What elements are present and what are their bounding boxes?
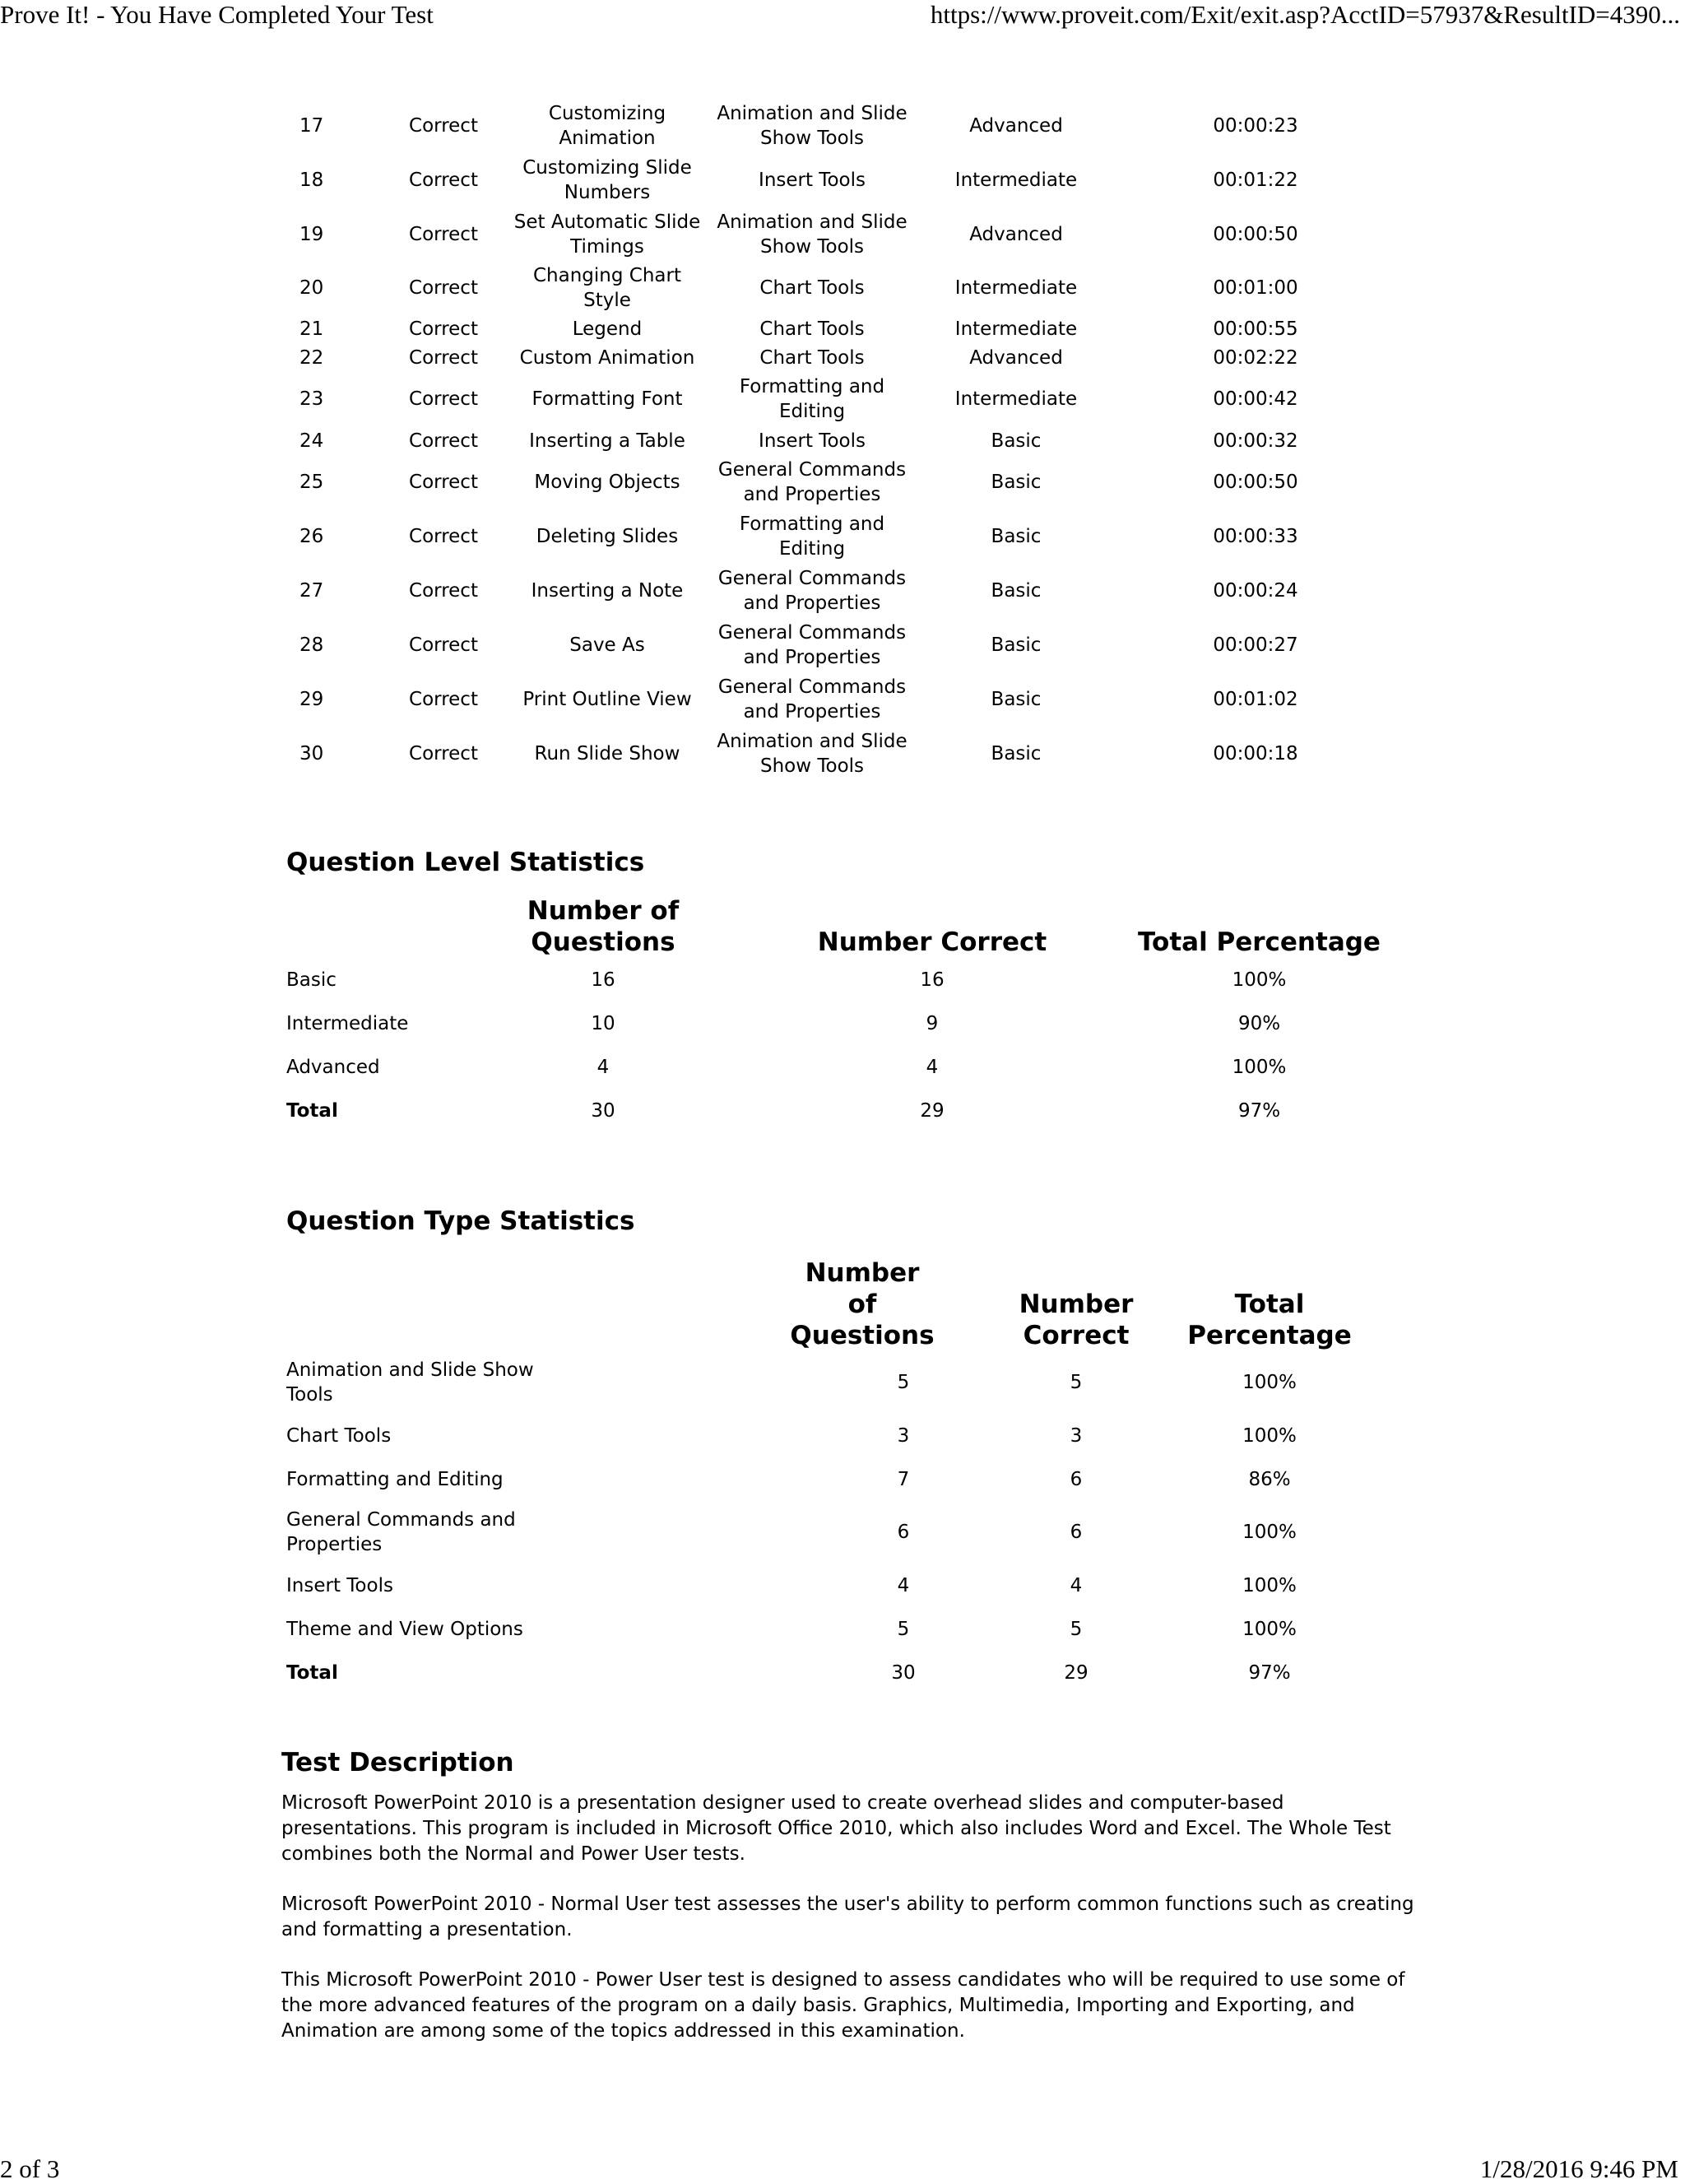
stat-percentage: 100% <box>1242 1424 1297 1447</box>
print-header <box>0 0 1685 33</box>
stat-percentage: 100% <box>1242 1618 1297 1640</box>
type-stats-header: Number of Questions <box>790 1258 935 1350</box>
table-row <box>275 314 1394 343</box>
question-category: Animation and Slide Show Tools <box>717 211 907 258</box>
type-stats-row <box>286 1564 1389 1607</box>
table-row <box>275 455 1394 509</box>
question-level: Intermediate <box>954 388 1078 410</box>
question-time: 00:01:22 <box>1213 170 1298 191</box>
stat-label: Intermediate <box>286 1012 409 1034</box>
level-stats-header: Number Correct <box>817 927 1047 957</box>
type-stats-row <box>286 1651 1389 1694</box>
page-number: 2 of 3 <box>0 2154 60 2183</box>
level-stats-header: Number of Questions <box>527 896 680 957</box>
stat-count: 3 <box>897 1424 910 1447</box>
question-level: Basic <box>991 634 1042 656</box>
question-category: Animation and Slide Show Tools <box>717 103 907 149</box>
print-footer <box>0 2154 1685 2181</box>
table-row <box>275 509 1394 564</box>
question-number: 27 <box>299 580 324 602</box>
stat-correct: 29 <box>920 1099 945 1122</box>
question-result: Correct <box>409 115 478 137</box>
question-topic: Inserting a Note <box>531 580 684 602</box>
stat-label: Animation and Slide Show Tools <box>286 1359 534 1406</box>
question-category: General Commands and Properties <box>717 459 907 505</box>
question-time: 00:00:50 <box>1213 472 1298 493</box>
stat-correct: 6 <box>1070 1522 1083 1543</box>
stat-percentage: 97% <box>1237 1099 1281 1122</box>
question-time: 00:00:18 <box>1213 743 1298 764</box>
question-topic: Customizing Slide Numbers <box>522 157 692 203</box>
table-row <box>275 372 1394 426</box>
type-stats-header <box>286 1257 615 1351</box>
description-paragraph: Microsoft PowerPoint 2010 - Normal User test assesses the user's ability to perform common functions such as creating and formatting a presentation. <box>281 1894 1414 1940</box>
question-number: 23 <box>299 388 324 410</box>
question-topic: Moving Objects <box>534 472 680 493</box>
description-paragraph: Microsoft PowerPoint 2010 is a presentation designer used to create overhead slides and computer-based presentations. This program is included in Microsoft Office 2010, which also includes Word and Excel. The Whole Test combines both the Normal and Power User tests. <box>281 1792 1391 1865</box>
page-title: Prove It! - You Have Completed Your Test <box>0 0 434 29</box>
level-stats-header: Total Percentage <box>1138 927 1381 957</box>
stat-percentage: 100% <box>1242 1574 1297 1596</box>
question-category: Chart Tools <box>759 318 865 340</box>
question-time: 00:00:42 <box>1213 388 1298 410</box>
test-description <box>281 1791 1417 2069</box>
stat-count: 6 <box>897 1522 910 1543</box>
question-time: 00:00:55 <box>1213 318 1298 340</box>
question-number: 17 <box>299 115 324 137</box>
question-category: General Commands and Properties <box>717 568 907 614</box>
question-level: Basic <box>991 689 1042 710</box>
question-time: 00:01:02 <box>1213 689 1298 710</box>
print-datetime: 1/28/2016 9:46 PM <box>1479 2154 1678 2183</box>
table-row <box>275 618 1394 672</box>
question-category: Formatting and Editing <box>739 513 885 560</box>
stat-correct: 9 <box>926 1012 939 1034</box>
question-topic: Customizing Animation <box>548 103 666 149</box>
question-result: Correct <box>409 743 478 764</box>
stat-count: 10 <box>591 1012 615 1034</box>
question-time: 00:00:23 <box>1213 115 1298 137</box>
question-topic: Inserting a Table <box>529 430 685 452</box>
table-row <box>275 153 1394 207</box>
question-level: Advanced <box>969 346 1063 369</box>
question-level: Intermediate <box>954 170 1078 191</box>
stat-label: Advanced <box>286 1056 380 1078</box>
stat-percentage: 90% <box>1237 1012 1281 1034</box>
question-result: Correct <box>409 580 478 602</box>
question-result: Correct <box>409 346 478 369</box>
question-number: 24 <box>299 430 324 452</box>
question-level: Basic <box>991 526 1042 547</box>
question-number: 26 <box>299 526 324 547</box>
stat-percentage: 86% <box>1248 1468 1291 1490</box>
question-number: 19 <box>299 224 324 245</box>
question-topic: Legend <box>572 318 643 340</box>
description-paragraph: This Microsoft PowerPoint 2010 - Power User test is designed to assess candidates who will be required to use some of the more advanced features of the program on a daily basis. Graphics, Multimedia, Importing and Exporting, and Animation are among some of the topics addressed in this examination. <box>281 1969 1405 2042</box>
question-topic: Changing Chart Style <box>533 265 681 311</box>
question-number: 21 <box>299 318 324 340</box>
table-row <box>275 672 1394 727</box>
question-category: Chart Tools <box>759 277 865 299</box>
question-result: Correct <box>409 526 478 547</box>
type-stats-row <box>286 1351 1389 1414</box>
stat-percentage: 100% <box>1242 1372 1297 1393</box>
level-stats-header-row <box>286 895 1389 958</box>
question-level: Basic <box>991 430 1042 452</box>
level-stats-body <box>286 958 1389 1132</box>
stat-label: Theme and View Options <box>286 1618 523 1640</box>
stat-correct: 6 <box>1070 1468 1083 1490</box>
question-level: Advanced <box>969 224 1063 245</box>
question-results-table <box>275 99 1394 781</box>
question-category: Insert Tools <box>759 430 866 452</box>
question-level: Basic <box>991 743 1042 764</box>
question-result: Correct <box>409 224 478 245</box>
stat-count: 30 <box>591 1099 615 1122</box>
level-stats-header <box>286 895 471 958</box>
question-result: Correct <box>409 388 478 410</box>
type-stats-title: Question Type Statistics <box>286 1206 635 1236</box>
question-result: Correct <box>409 634 478 656</box>
question-result: Correct <box>409 430 478 452</box>
stat-percentage: 100% <box>1232 1056 1287 1078</box>
stat-label: Total <box>286 1099 338 1122</box>
question-topic: Print Outline View <box>522 689 692 710</box>
table-row <box>275 727 1394 781</box>
question-topic: Set Automatic Slide Timings <box>513 211 701 258</box>
stat-percentage: 100% <box>1232 969 1287 991</box>
question-result: Correct <box>409 472 478 493</box>
question-result: Correct <box>409 689 478 710</box>
question-result: Correct <box>409 170 478 191</box>
table-row <box>275 99 1394 153</box>
question-number: 20 <box>299 277 324 299</box>
type-stats-row <box>286 1457 1389 1501</box>
stat-count: 5 <box>897 1618 910 1640</box>
stat-count: 16 <box>591 969 615 991</box>
stat-label: Total <box>286 1661 338 1684</box>
question-result: Correct <box>409 277 478 299</box>
question-time: 00:00:50 <box>1213 224 1298 245</box>
level-stats-row <box>286 958 1389 1001</box>
type-stats-table <box>286 1257 1389 1694</box>
type-stats-header-row <box>286 1257 1389 1351</box>
question-number: 25 <box>299 472 324 493</box>
question-level: Basic <box>991 472 1042 493</box>
question-category: Animation and Slide Show Tools <box>717 731 907 777</box>
type-stats-row <box>286 1414 1389 1457</box>
stat-count: 4 <box>596 1056 610 1078</box>
stat-percentage: 97% <box>1248 1661 1291 1684</box>
question-level: Intermediate <box>954 318 1078 340</box>
question-category: Chart Tools <box>759 346 865 369</box>
type-stats-row <box>286 1607 1389 1651</box>
type-stats-header: Number Correct <box>1019 1289 1134 1350</box>
question-time: 00:00:27 <box>1213 634 1298 656</box>
question-topic: Save As <box>569 634 645 656</box>
question-number: 28 <box>299 634 324 656</box>
question-level: Intermediate <box>954 277 1078 299</box>
page-url: https://www.proveit.com/Exit/exit.asp?AcctID=57937&ResultID=4390... <box>930 0 1680 29</box>
stat-count: 30 <box>891 1661 916 1684</box>
level-stats-row <box>286 1001 1389 1045</box>
question-category: General Commands and Properties <box>717 622 907 668</box>
question-time: 00:00:24 <box>1213 580 1298 602</box>
question-time: 00:01:00 <box>1213 277 1298 299</box>
table-row <box>275 207 1394 262</box>
stat-label: Basic <box>286 969 337 991</box>
stat-count: 4 <box>897 1574 910 1596</box>
type-stats-header: Total Percentage <box>1187 1289 1352 1350</box>
stat-count: 7 <box>897 1468 910 1490</box>
stat-correct: 29 <box>1064 1661 1089 1684</box>
question-level: Basic <box>991 580 1042 602</box>
table-row <box>275 564 1394 618</box>
stat-label: General Commands and Properties <box>286 1509 516 1555</box>
stat-correct: 4 <box>1070 1574 1083 1596</box>
question-time: 00:00:33 <box>1213 526 1298 547</box>
stat-count: 5 <box>897 1372 910 1393</box>
question-category: Insert Tools <box>759 170 866 191</box>
question-number: 30 <box>299 743 324 764</box>
stat-correct: 4 <box>926 1056 939 1078</box>
table-row <box>275 343 1394 372</box>
stat-label: Insert Tools <box>286 1574 393 1596</box>
question-topic: Formatting Font <box>531 388 683 410</box>
description-title: Test Description <box>281 1748 514 1777</box>
question-topic: Run Slide Show <box>534 743 680 764</box>
level-stats-title: Question Level Statistics <box>286 848 645 877</box>
question-number: 18 <box>299 170 324 191</box>
stat-label: Formatting and Editing <box>286 1468 504 1490</box>
level-stats-table <box>286 895 1389 1132</box>
question-topic: Custom Animation <box>519 346 695 369</box>
question-number: 22 <box>299 346 324 369</box>
question-category: General Commands and Properties <box>717 676 907 723</box>
type-stats-body <box>286 1351 1389 1694</box>
level-stats-row <box>286 1089 1389 1132</box>
table-row <box>275 262 1394 314</box>
question-time: 00:00:32 <box>1213 430 1298 452</box>
question-topic: Deleting Slides <box>536 526 679 547</box>
question-time: 00:02:22 <box>1213 346 1298 369</box>
question-category: Formatting and Editing <box>739 376 885 422</box>
stat-correct: 5 <box>1070 1372 1083 1393</box>
level-stats-row <box>286 1045 1389 1089</box>
question-result: Correct <box>409 318 478 340</box>
stat-correct: 5 <box>1070 1618 1083 1640</box>
question-number: 29 <box>299 689 324 710</box>
type-stats-row <box>286 1501 1389 1564</box>
question-results-body <box>275 99 1394 781</box>
table-row <box>275 426 1394 455</box>
stat-correct: 3 <box>1070 1424 1083 1447</box>
stat-label: Chart Tools <box>286 1424 392 1447</box>
question-level: Advanced <box>969 115 1063 137</box>
stat-correct: 16 <box>920 969 945 991</box>
stat-percentage: 100% <box>1242 1522 1297 1543</box>
